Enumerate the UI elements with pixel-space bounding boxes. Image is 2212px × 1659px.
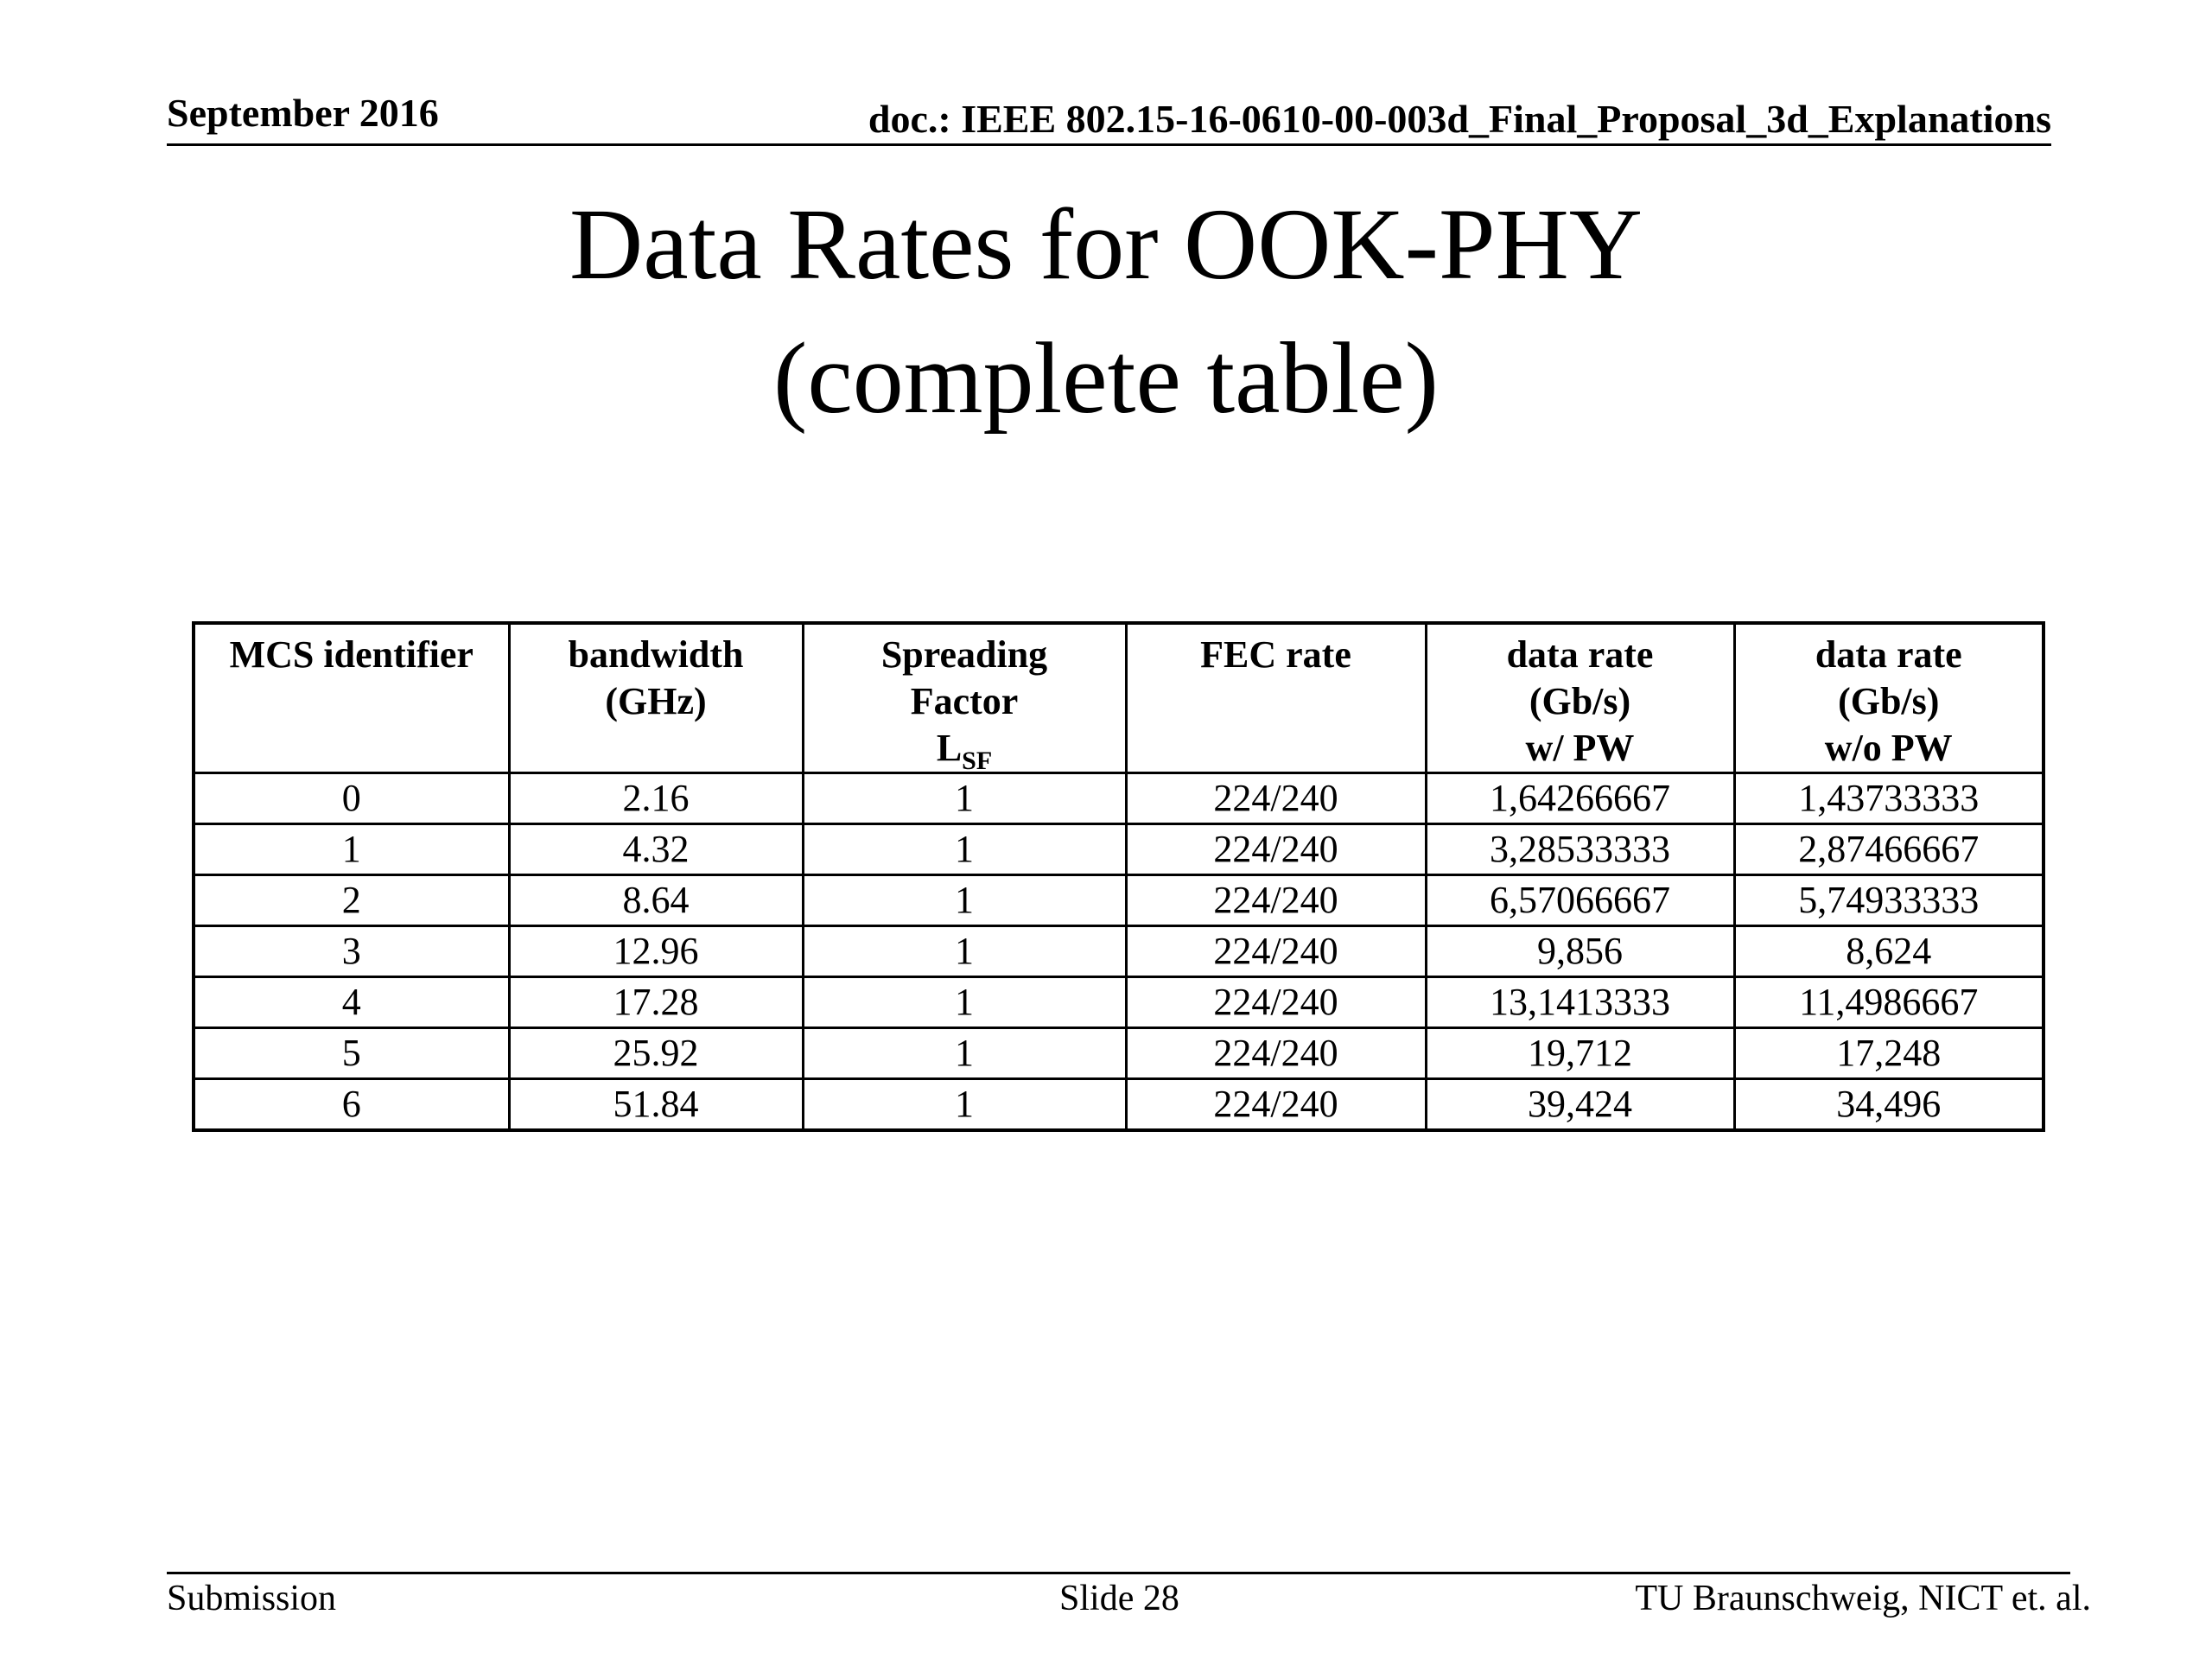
cell-bandwidth: 8.64 bbox=[509, 875, 803, 926]
cell-fec-rate: 224/240 bbox=[1126, 1079, 1426, 1131]
data-rate-table-container bbox=[192, 621, 2045, 1132]
cell-mcs: 3 bbox=[194, 926, 509, 977]
header-fec-rate: FEC rate bbox=[1126, 623, 1426, 773]
cell-bandwidth: 51.84 bbox=[509, 1079, 803, 1131]
cell-data-rate-with-pw: 39,424 bbox=[1426, 1079, 1734, 1131]
cell-fec-rate: 224/240 bbox=[1126, 926, 1426, 977]
data-rate-table bbox=[192, 621, 2045, 1132]
cell-data-rate-with-pw: 9,856 bbox=[1426, 926, 1734, 977]
header-doc-id: doc.: IEEE 802.15-16-0610-00-003d_Final_Proposal_3d_Explanations bbox=[868, 97, 2051, 141]
cell-data-rate-with-pw: 3,28533333 bbox=[1426, 824, 1734, 875]
header-spreading-factor: Spreading Factor $L_{SF}$ bbox=[803, 623, 1126, 773]
cell-mcs: 0 bbox=[194, 773, 509, 824]
header-rule bbox=[167, 143, 2051, 146]
footer-slide-number: Slide 28 bbox=[1059, 1579, 1179, 1618]
footer-authors: TU Braunschweig, NICT et. al. bbox=[1635, 1579, 2091, 1618]
cell-fec-rate: 224/240 bbox=[1126, 824, 1426, 875]
cell-spreading-factor: 1 bbox=[803, 926, 1126, 977]
slide-title-line-1: Data Rates for OOK-PHY bbox=[569, 188, 1643, 301]
cell-data-rate-without-pw: 17,248 bbox=[1734, 1028, 2044, 1079]
cell-data-rate-without-pw: 11,4986667 bbox=[1734, 977, 2044, 1028]
table-header-row bbox=[194, 623, 2044, 773]
table-row bbox=[194, 875, 2044, 926]
cell-fec-rate: 224/240 bbox=[1126, 773, 1426, 824]
cell-data-rate-with-pw: 19,712 bbox=[1426, 1028, 1734, 1079]
cell-spreading-factor: 1 bbox=[803, 824, 1126, 875]
cell-bandwidth: 2.16 bbox=[509, 773, 803, 824]
header-data-rate-without-pw: data rate (Gb/s) w/o PW bbox=[1734, 623, 2044, 773]
table-row bbox=[194, 773, 2044, 824]
slide-title-line-2: (complete table) bbox=[773, 321, 1439, 435]
header-mcs-identifier: MCS identifier bbox=[194, 623, 509, 773]
cell-bandwidth: 4.32 bbox=[509, 824, 803, 875]
cell-data-rate-without-pw: 8,624 bbox=[1734, 926, 2044, 977]
cell-mcs: 5 bbox=[194, 1028, 509, 1079]
cell-data-rate-without-pw: 5,74933333 bbox=[1734, 875, 2044, 926]
cell-bandwidth: 17.28 bbox=[509, 977, 803, 1028]
cell-mcs: 1 bbox=[194, 824, 509, 875]
footer-rule bbox=[167, 1572, 2070, 1574]
cell-spreading-factor: 1 bbox=[803, 875, 1126, 926]
cell-bandwidth: 12.96 bbox=[509, 926, 803, 977]
cell-fec-rate: 224/240 bbox=[1126, 1028, 1426, 1079]
cell-mcs: 6 bbox=[194, 1079, 509, 1131]
cell-data-rate-without-pw: 2,87466667 bbox=[1734, 824, 2044, 875]
cell-spreading-factor: 1 bbox=[803, 773, 1126, 824]
table-row bbox=[194, 926, 2044, 977]
cell-mcs: 4 bbox=[194, 977, 509, 1028]
cell-data-rate-with-pw: 6,57066667 bbox=[1426, 875, 1734, 926]
header-date: September 2016 bbox=[167, 91, 439, 135]
cell-data-rate-with-pw: 1,64266667 bbox=[1426, 773, 1734, 824]
cell-spreading-factor: 1 bbox=[803, 977, 1126, 1028]
table-row bbox=[194, 977, 2044, 1028]
cell-bandwidth: 25.92 bbox=[509, 1028, 803, 1079]
cell-data-rate-without-pw: 1,43733333 bbox=[1734, 773, 2044, 824]
cell-data-rate-with-pw: 13,1413333 bbox=[1426, 977, 1734, 1028]
cell-fec-rate: 224/240 bbox=[1126, 875, 1426, 926]
table-row bbox=[194, 1028, 2044, 1079]
cell-data-rate-without-pw: 34,496 bbox=[1734, 1079, 2044, 1131]
table-row bbox=[194, 1079, 2044, 1131]
cell-spreading-factor: 1 bbox=[803, 1028, 1126, 1079]
cell-spreading-factor: 1 bbox=[803, 1079, 1126, 1131]
slide-title bbox=[0, 177, 2212, 445]
footer-submission: Submission bbox=[167, 1579, 337, 1618]
table-row bbox=[194, 824, 2044, 875]
header-bandwidth: bandwidth (GHz) bbox=[509, 623, 803, 773]
header-data-rate-with-pw: data rate (Gb/s) w/ PW bbox=[1426, 623, 1734, 773]
cell-fec-rate: 224/240 bbox=[1126, 977, 1426, 1028]
cell-mcs: 2 bbox=[194, 875, 509, 926]
